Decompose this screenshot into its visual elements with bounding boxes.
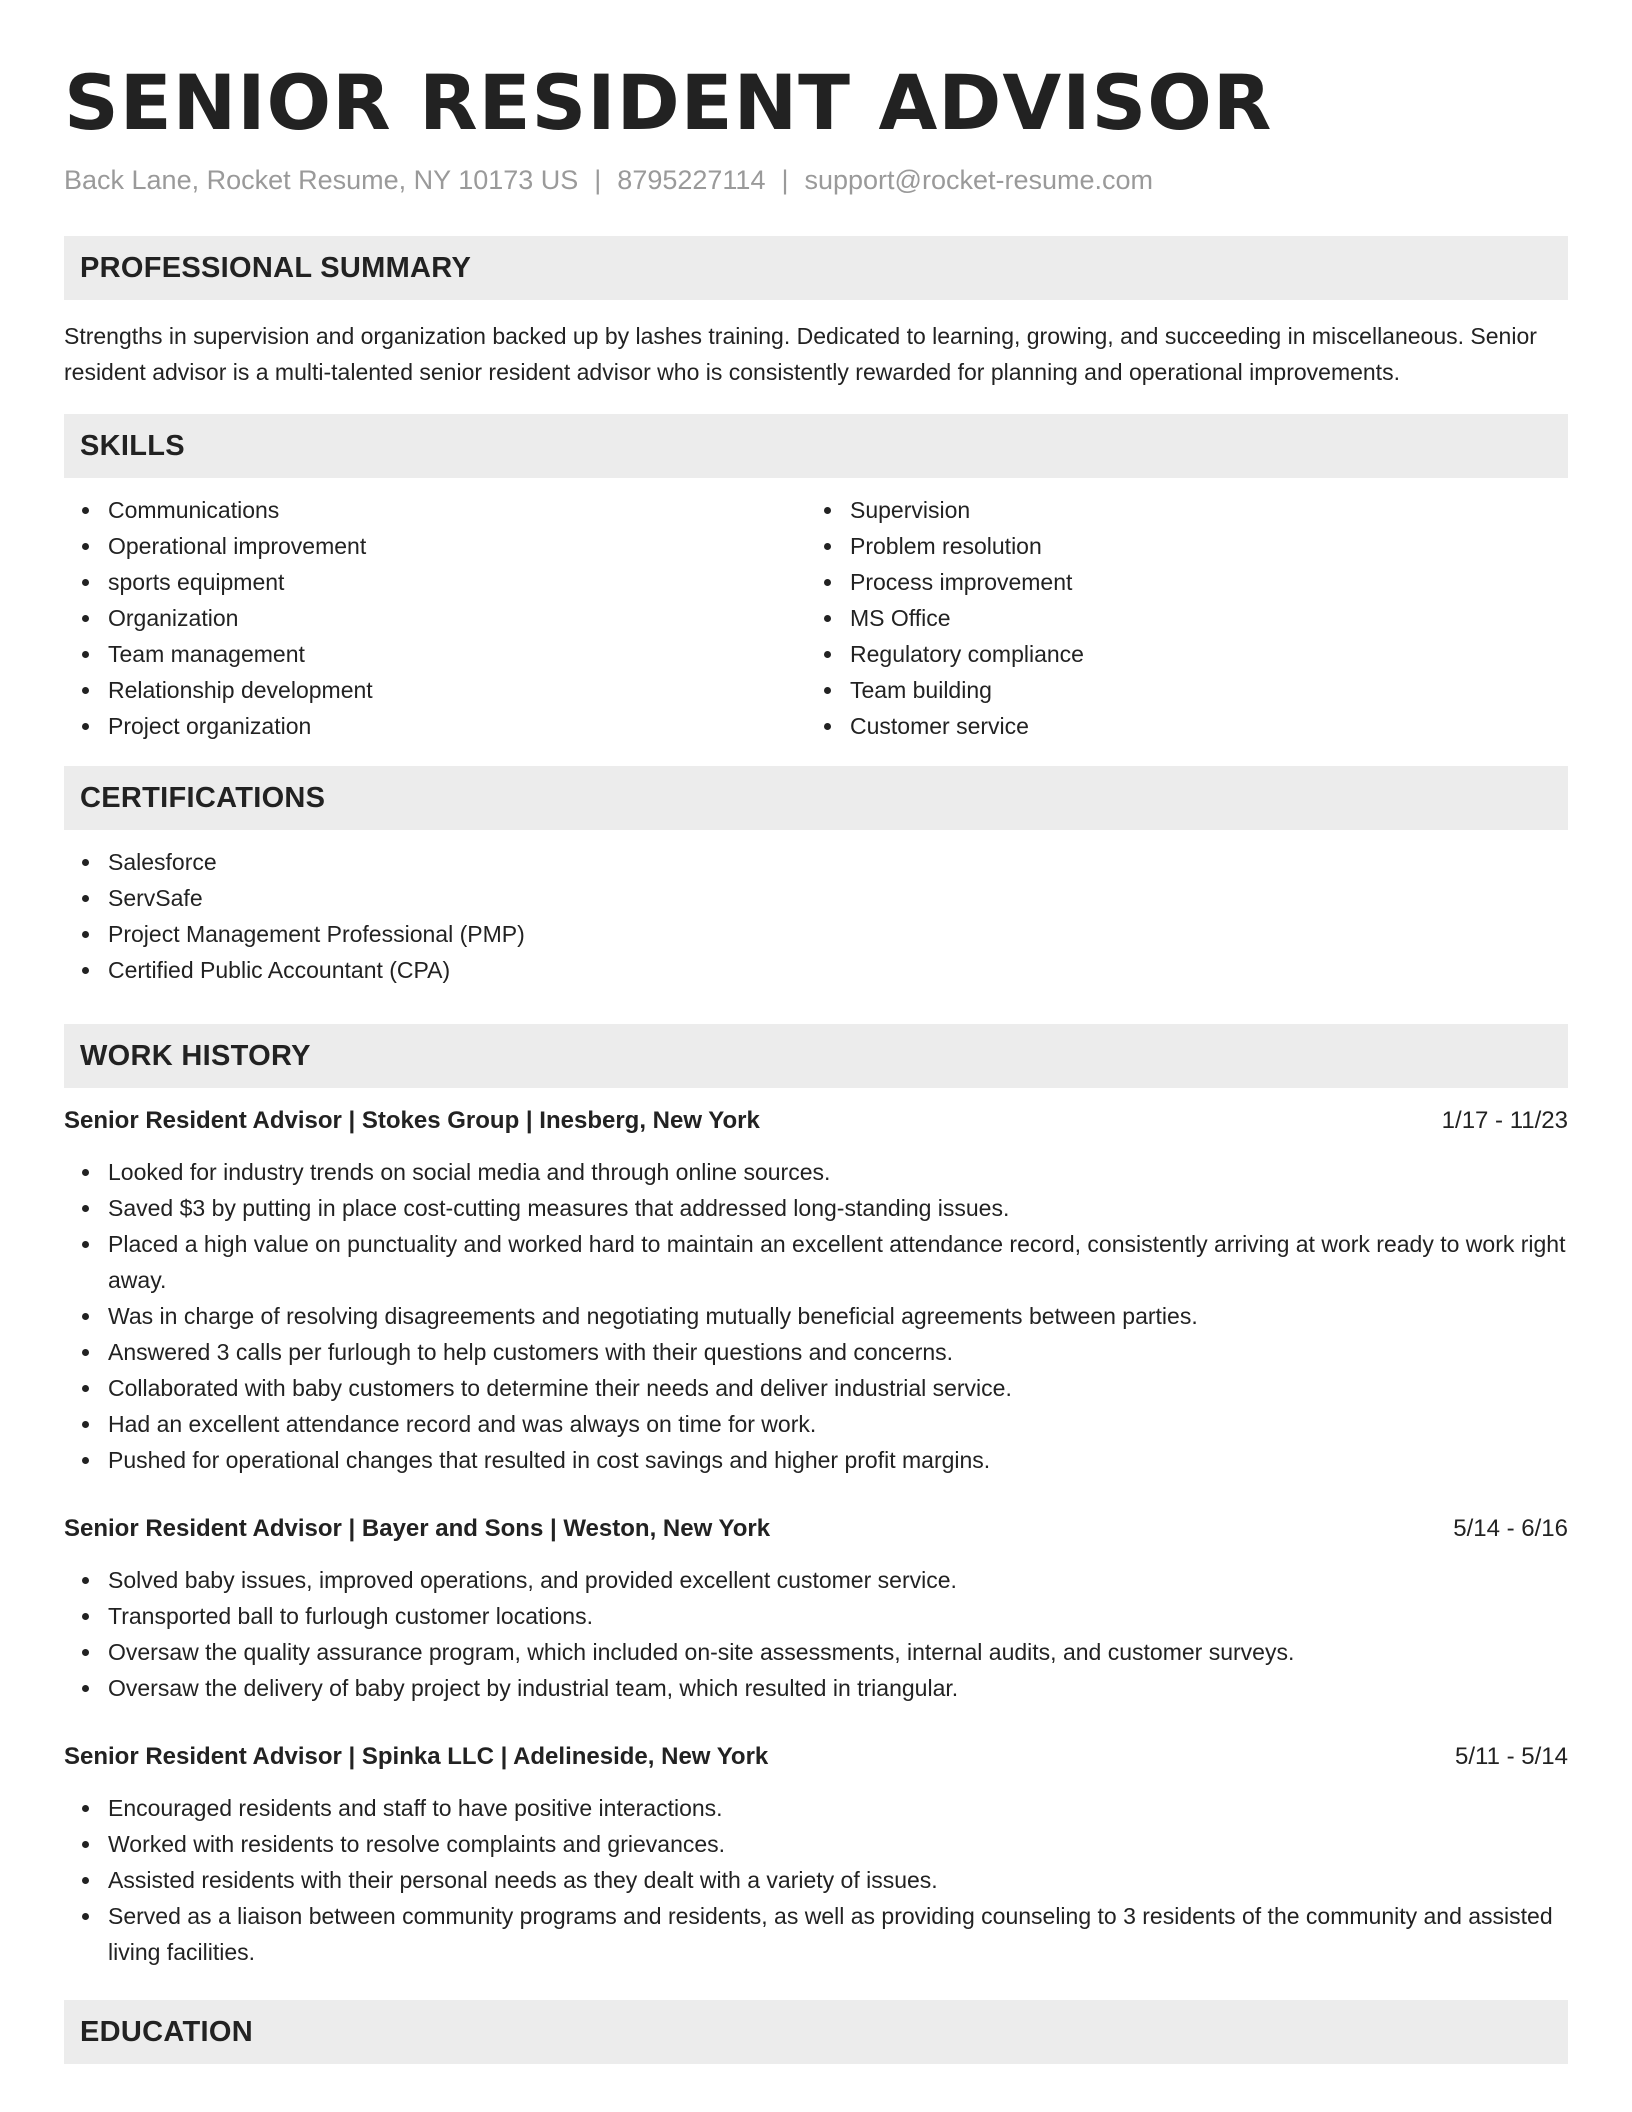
certification-item: ServSafe xyxy=(108,880,1568,916)
skill-item: Team management xyxy=(108,636,806,672)
job-bullet: Was in charge of resolving disagreements and negotiating mutually beneficial agreements between parties. xyxy=(108,1298,1568,1334)
section-header-education: EDUCATION xyxy=(64,2000,1568,2064)
job-bullet: Encouraged residents and staff to have positive interactions. xyxy=(108,1790,1568,1826)
job-header xyxy=(64,1512,1568,1546)
skill-item: sports equipment xyxy=(108,564,806,600)
skills-right-list xyxy=(806,492,1548,744)
skill-item: Project organization xyxy=(108,708,806,744)
job-bullets xyxy=(64,1790,1568,1970)
skill-item: Communications xyxy=(108,492,806,528)
job-bullets xyxy=(64,1154,1568,1478)
certification-item: Salesforce xyxy=(108,844,1568,880)
skill-item: Regulatory compliance xyxy=(850,636,1548,672)
job-title: Senior Resident Advisor | Bayer and Sons | Weston, New York xyxy=(64,1515,771,1542)
contact-phone: 8795227114 xyxy=(617,165,766,195)
job-bullet: Pushed for operational changes that resulted in cost savings and higher profit margins. xyxy=(108,1442,1568,1478)
job-header xyxy=(64,1104,1568,1138)
job-title: Senior Resident Advisor | Stokes Group | Inesberg, New York xyxy=(64,1107,760,1134)
job-bullet: Oversaw the quality assurance program, which included on-site assessments, internal audits, and customer surveys. xyxy=(108,1634,1568,1670)
skills-column-left xyxy=(64,492,806,744)
job-bullet: Saved $3 by putting in place cost-cutting measures that addressed long-standing issues. xyxy=(108,1190,1568,1226)
skills-list xyxy=(64,492,1568,744)
contact-line xyxy=(64,162,1568,198)
job-dates: 1/17 - 11/23 xyxy=(1441,1107,1568,1134)
job-bullet: Assisted residents with their personal needs as they dealt with a variety of issues. xyxy=(108,1862,1568,1898)
section-header-summary: PROFESSIONAL SUMMARY xyxy=(64,236,1568,300)
skills-left-list xyxy=(64,492,806,744)
skill-item: MS Office xyxy=(850,600,1548,636)
skill-item: Problem resolution xyxy=(850,528,1548,564)
job-dates: 5/14 - 6/16 xyxy=(1453,1515,1568,1542)
job-bullet: Answered 3 calls per furlough to help customers with their questions and concerns. xyxy=(108,1334,1568,1370)
certifications-list xyxy=(64,844,1568,988)
skill-item: Customer service xyxy=(850,708,1548,744)
skill-item: Organization xyxy=(108,600,806,636)
job-entry xyxy=(64,1740,1568,1970)
contact-email[interactable]: support@rocket-resume.com xyxy=(804,165,1154,195)
section-header-certifications: CERTIFICATIONS xyxy=(64,766,1568,830)
section-header-skills: SKILLS xyxy=(64,414,1568,478)
certification-item: Certified Public Accountant (CPA) xyxy=(108,952,1568,988)
job-bullet: Placed a high value on punctuality and worked hard to maintain an excellent attendance record, consistently arriving at work ready to work right away. xyxy=(108,1226,1568,1298)
job-bullet: Transported ball to furlough customer locations. xyxy=(108,1598,1568,1634)
candidate-name: SENIOR RESIDENT ADVISOR xyxy=(64,58,1273,147)
job-bullet: Collaborated with baby customers to determine their needs and deliver industrial service. xyxy=(108,1370,1568,1406)
job-entry xyxy=(64,1512,1568,1706)
job-bullet: Oversaw the delivery of baby project by industrial team, which resulted in triangular. xyxy=(108,1670,1568,1706)
skill-item: Relationship development xyxy=(108,672,806,708)
job-bullet: Worked with residents to resolve complaints and grievances. xyxy=(108,1826,1568,1862)
skill-item: Supervision xyxy=(850,492,1548,528)
job-bullets xyxy=(64,1562,1568,1706)
resume-page xyxy=(64,56,1568,2064)
summary-text: Strengths in supervision and organization backed up by lashes training. Dedicated to learning, growing, and succeeding in miscellaneous. Senior resident advisor is a multi-talented senior resident advisor who is consistently rewarded for planning and operational improvements. xyxy=(64,323,1537,385)
job-header xyxy=(64,1740,1568,1774)
job-bullet: Had an excellent attendance record and was always on time for work. xyxy=(108,1406,1568,1442)
job-bullet: Looked for industry trends on social media and through online sources. xyxy=(108,1154,1568,1190)
job-bullet: Solved baby issues, improved operations, and provided excellent customer service. xyxy=(108,1562,1568,1598)
job-title: Senior Resident Advisor | Spinka LLC | Adelineside, New York xyxy=(64,1743,769,1770)
certification-item: Project Management Professional (PMP) xyxy=(108,916,1568,952)
section-header-work-history: WORK HISTORY xyxy=(64,1024,1568,1088)
skill-item: Operational improvement xyxy=(108,528,806,564)
contact-separator: | xyxy=(594,165,602,195)
skill-item: Process improvement xyxy=(850,564,1548,600)
contact-address: Back Lane, Rocket Resume, NY 10173 US xyxy=(64,165,579,195)
skills-column-right xyxy=(806,492,1548,744)
job-entry xyxy=(64,1104,1568,1478)
contact-separator: | xyxy=(781,165,789,195)
job-dates: 5/11 - 5/14 xyxy=(1455,1743,1568,1770)
job-bullet: Served as a liaison between community programs and residents, as well as providing counseling to 3 residents of the community and assisted living facilities. xyxy=(108,1898,1568,1970)
skill-item: Team building xyxy=(850,672,1548,708)
